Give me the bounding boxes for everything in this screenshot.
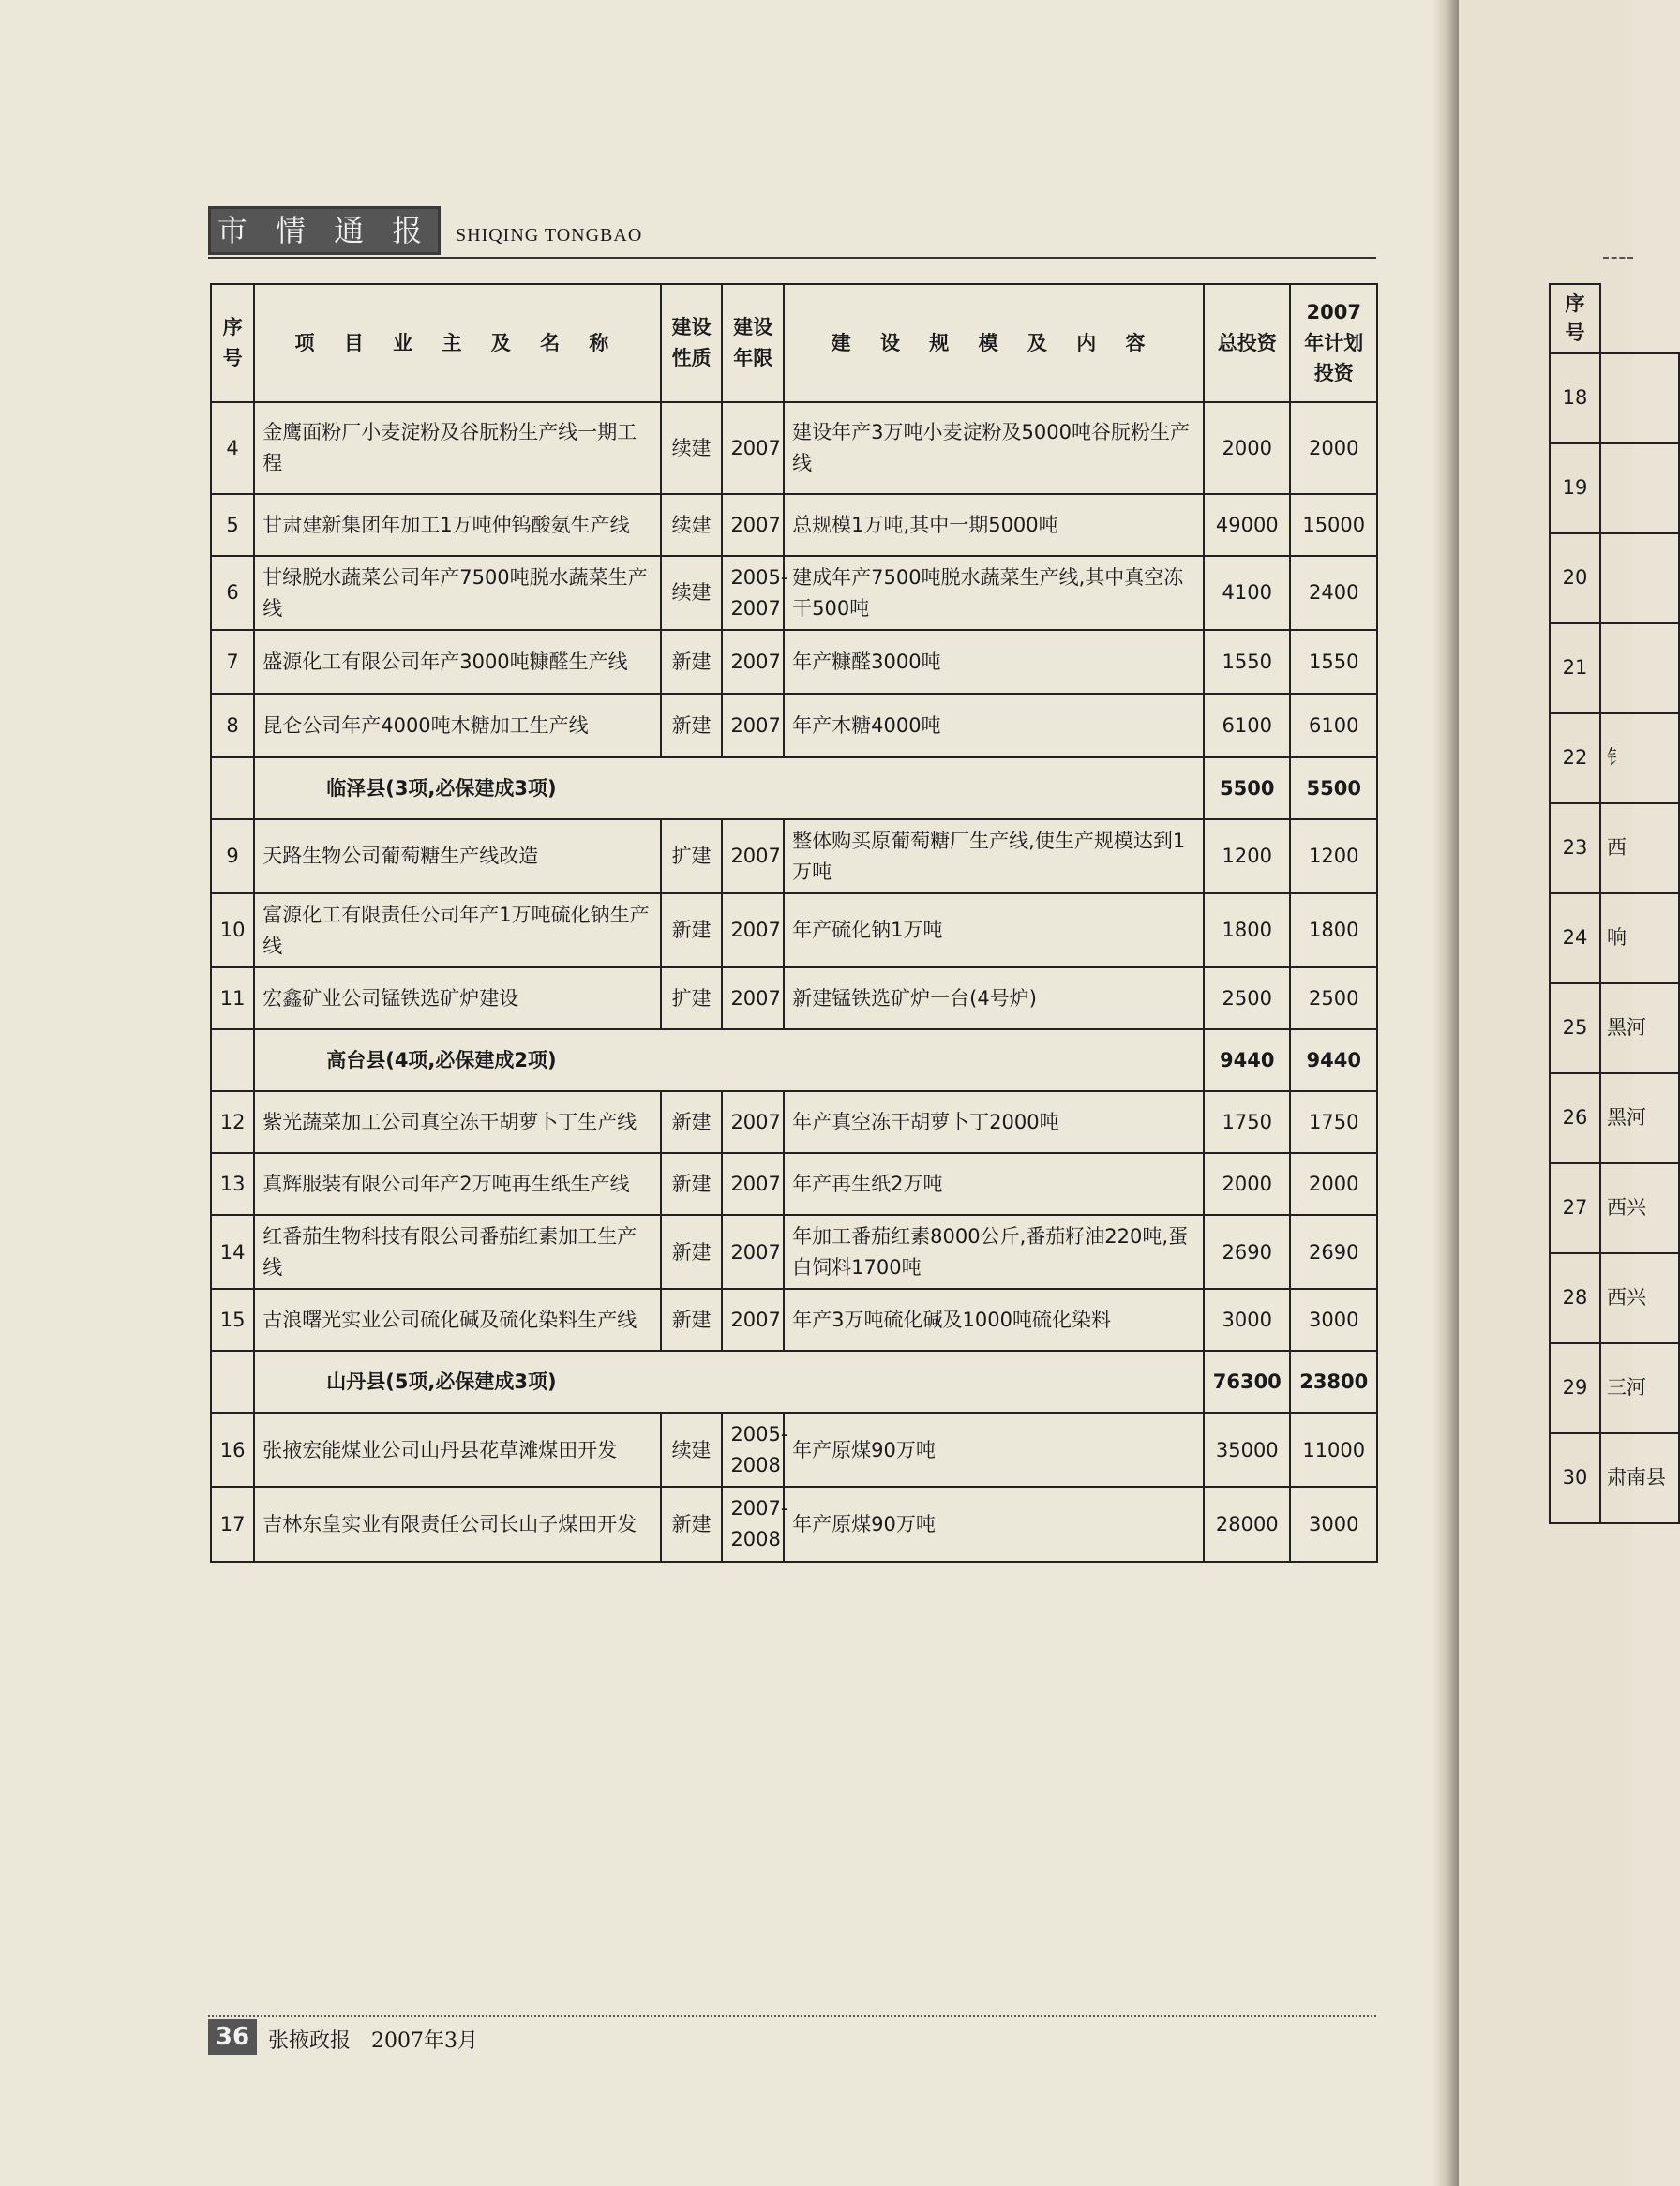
next-table-row xyxy=(1550,1433,1679,1523)
next-row-name-fragment xyxy=(1600,533,1679,623)
header-scale: 建 设 规 模 及 内 容 xyxy=(784,284,1204,402)
total-investment: 4100 xyxy=(1204,556,1290,630)
total-investment: 1750 xyxy=(1204,1091,1290,1153)
planned-investment: 15000 xyxy=(1290,494,1377,556)
row-number: 9 xyxy=(211,819,254,893)
table-row xyxy=(211,1215,1377,1289)
next-table-row xyxy=(1550,983,1679,1073)
total-investment: 2000 xyxy=(1204,402,1290,494)
construction-period: 2007 xyxy=(722,967,784,1029)
publication-date: 2007年3月 xyxy=(371,2029,478,2053)
planned-investment: 6100 xyxy=(1290,694,1377,757)
table-row xyxy=(211,1153,1377,1215)
table-row xyxy=(211,893,1377,967)
next-table-row xyxy=(1550,623,1679,713)
table-row xyxy=(211,694,1377,757)
next-table-row xyxy=(1550,1163,1679,1253)
header-rule-next xyxy=(1603,257,1633,259)
next-row-number: 30 xyxy=(1550,1433,1600,1523)
table-row xyxy=(211,556,1377,630)
row-number: 15 xyxy=(211,1289,254,1351)
table-row xyxy=(211,1289,1377,1351)
section-row xyxy=(211,1351,1377,1413)
construction-period: 2005-2008 xyxy=(722,1413,784,1487)
total-investment: 3000 xyxy=(1204,1289,1290,1351)
table-row xyxy=(211,967,1377,1029)
next-row-name-fragment: 西兴 xyxy=(1600,1163,1679,1253)
project-name: 古浪曙光实业公司硫化碱及硫化染料生产线 xyxy=(254,1289,660,1351)
row-number: 6 xyxy=(211,556,254,630)
project-name: 真辉服装有限公司年产2万吨再生纸生产线 xyxy=(254,1153,660,1215)
total-investment: 1550 xyxy=(1204,630,1290,694)
row-number: 14 xyxy=(211,1215,254,1289)
section-row xyxy=(211,1029,1377,1091)
next-row-number: 27 xyxy=(1550,1163,1600,1253)
construction-period: 2007 xyxy=(722,630,784,694)
planned-investment: 2690 xyxy=(1290,1215,1377,1289)
construction-scale: 年加工番茄红素8000公斤,番茄籽油220吨,蛋白饲料1700吨 xyxy=(784,1215,1204,1289)
next-row-number: 20 xyxy=(1550,533,1600,623)
next-row-name-fragment: 肃南县 xyxy=(1600,1433,1679,1523)
section-total: 9440 xyxy=(1204,1029,1290,1091)
construction-period: 2007 xyxy=(722,819,784,893)
next-header-no: 序号 xyxy=(1550,284,1600,353)
construction-scale: 新建锰铁选矿炉一台(4号炉) xyxy=(784,967,1204,1029)
construction-nature: 新建 xyxy=(661,893,723,967)
next-row-name-fragment xyxy=(1600,443,1679,533)
planned-investment: 2500 xyxy=(1290,967,1377,1029)
construction-period: 2007 xyxy=(722,1289,784,1351)
next-row-name-fragment: 黑河 xyxy=(1600,1073,1679,1163)
row-number: 4 xyxy=(211,402,254,494)
construction-nature: 续建 xyxy=(661,494,723,556)
construction-period: 2007 xyxy=(722,1215,784,1289)
total-investment: 28000 xyxy=(1204,1487,1290,1561)
construction-scale: 年产糠醛3000吨 xyxy=(784,630,1204,694)
row-number: 13 xyxy=(211,1153,254,1215)
header-name: 项 目 业 主 及 名 称 xyxy=(254,284,660,402)
construction-scale: 年产木糖4000吨 xyxy=(784,694,1204,757)
construction-period: 2007 xyxy=(722,694,784,757)
construction-scale: 年产真空冻干胡萝卜丁2000吨 xyxy=(784,1091,1204,1153)
planned-investment: 3000 xyxy=(1290,1289,1377,1351)
planned-investment: 1800 xyxy=(1290,893,1377,967)
project-name: 甘绿脱水蔬菜公司年产7500吨脱水蔬菜生产线 xyxy=(254,556,660,630)
next-row-number: 18 xyxy=(1550,353,1600,443)
header-no: 序号 xyxy=(211,284,254,402)
project-name: 吉林东皇实业有限责任公司长山子煤田开发 xyxy=(254,1487,660,1561)
total-investment: 2500 xyxy=(1204,967,1290,1029)
planned-investment: 2000 xyxy=(1290,402,1377,494)
construction-period: 2007 xyxy=(722,402,784,494)
construction-nature: 新建 xyxy=(661,1487,723,1561)
next-table-row xyxy=(1550,443,1679,533)
project-name: 金鹰面粉厂小麦淀粉及谷朊粉生产线一期工程 xyxy=(254,402,660,494)
header-period: 建设年限 xyxy=(722,284,784,402)
next-row-name-fragment xyxy=(1600,623,1679,713)
next-table-row xyxy=(1550,353,1679,443)
next-row-number: 22 xyxy=(1550,713,1600,803)
construction-scale: 年产再生纸2万吨 xyxy=(784,1153,1204,1215)
next-table-row xyxy=(1550,533,1679,623)
table-body xyxy=(211,402,1377,1562)
next-table-row xyxy=(1550,893,1679,983)
section-name: 临泽县(3项,必保建成3项) xyxy=(254,757,1204,819)
next-page-table xyxy=(1549,283,1680,1524)
header-rule xyxy=(208,257,1376,259)
construction-nature: 续建 xyxy=(661,556,723,630)
next-row-name-fragment: 响 xyxy=(1600,893,1679,983)
next-table-row xyxy=(1550,1253,1679,1343)
next-row-number: 19 xyxy=(1550,443,1600,533)
next-row-number: 24 xyxy=(1550,893,1600,983)
table-row xyxy=(211,402,1377,494)
planned-investment: 1750 xyxy=(1290,1091,1377,1153)
construction-nature: 扩建 xyxy=(661,819,723,893)
construction-nature: 新建 xyxy=(661,1091,723,1153)
row-number: 10 xyxy=(211,893,254,967)
row-number: 17 xyxy=(211,1487,254,1561)
construction-nature: 新建 xyxy=(661,630,723,694)
planned-investment: 2000 xyxy=(1290,1153,1377,1215)
construction-nature: 续建 xyxy=(661,1413,723,1487)
construction-scale: 年产原煤90万吨 xyxy=(784,1413,1204,1487)
row-number: 16 xyxy=(211,1413,254,1487)
section-total: 76300 xyxy=(1204,1351,1290,1413)
row-number: 11 xyxy=(211,967,254,1029)
construction-period: 2007-2008 xyxy=(722,1487,784,1561)
next-table-row xyxy=(1550,803,1679,893)
table-row xyxy=(211,1091,1377,1153)
next-row-name-fragment: 黑河 xyxy=(1600,983,1679,1073)
next-row-number: 25 xyxy=(1550,983,1600,1073)
total-investment: 2690 xyxy=(1204,1215,1290,1289)
table-row xyxy=(211,1413,1377,1487)
project-name: 昆仑公司年产4000吨木糖加工生产线 xyxy=(254,694,660,757)
project-name: 紫光蔬菜加工公司真空冻干胡萝卜丁生产线 xyxy=(254,1091,660,1153)
construction-scale: 年产3万吨硫化碱及1000吨硫化染料 xyxy=(784,1289,1204,1351)
next-header-row xyxy=(1550,284,1679,353)
project-name: 甘肃建新集团年加工1万吨仲钨酸氨生产线 xyxy=(254,494,660,556)
total-investment: 49000 xyxy=(1204,494,1290,556)
section-blank-cell xyxy=(211,1351,254,1413)
table-row xyxy=(211,819,1377,893)
table-header-row xyxy=(211,284,1377,402)
header-nature: 建设性质 xyxy=(661,284,723,402)
construction-scale: 建成年产7500吨脱水蔬菜生产线,其中真空冻干500吨 xyxy=(784,556,1204,630)
construction-nature: 新建 xyxy=(661,1153,723,1215)
projects-table xyxy=(210,283,1378,1563)
section-name: 高台县(4项,必保建成2项) xyxy=(254,1029,1204,1091)
planned-investment: 11000 xyxy=(1290,1413,1377,1487)
construction-nature: 扩建 xyxy=(661,967,723,1029)
page-gutter xyxy=(1432,0,1459,2186)
next-row-number: 26 xyxy=(1550,1073,1600,1163)
section-plan: 9440 xyxy=(1290,1029,1377,1091)
construction-nature: 新建 xyxy=(661,694,723,757)
section-total: 5500 xyxy=(1204,757,1290,819)
row-number: 5 xyxy=(211,494,254,556)
next-row-number: 28 xyxy=(1550,1253,1600,1343)
header-total: 总投资 xyxy=(1204,284,1290,402)
construction-scale: 年产硫化钠1万吨 xyxy=(784,893,1204,967)
next-row-name-fragment: 西兴 xyxy=(1600,1253,1679,1343)
construction-scale: 年产原煤90万吨 xyxy=(784,1487,1204,1561)
header-plan: 2007年计划投资 xyxy=(1290,284,1377,402)
next-row-name-fragment: 西 xyxy=(1600,803,1679,893)
construction-scale: 建设年产3万吨小麦淀粉及5000吨谷朊粉生产线 xyxy=(784,402,1204,494)
total-investment: 1200 xyxy=(1204,819,1290,893)
row-number: 7 xyxy=(211,630,254,694)
planned-investment: 3000 xyxy=(1290,1487,1377,1561)
section-blank-cell xyxy=(211,1029,254,1091)
total-investment: 2000 xyxy=(1204,1153,1290,1215)
table-row xyxy=(211,630,1377,694)
next-row-number: 23 xyxy=(1550,803,1600,893)
project-name: 宏鑫矿业公司锰铁选矿炉建设 xyxy=(254,967,660,1029)
project-name: 天路生物公司葡萄糖生产线改造 xyxy=(254,819,660,893)
planned-investment: 1550 xyxy=(1290,630,1377,694)
next-table-row xyxy=(1550,1343,1679,1433)
construction-nature: 新建 xyxy=(661,1215,723,1289)
construction-scale: 总规模1万吨,其中一期5000吨 xyxy=(784,494,1204,556)
total-investment: 35000 xyxy=(1204,1413,1290,1487)
project-name: 张掖宏能煤业公司山丹县花草滩煤田开发 xyxy=(254,1413,660,1487)
section-blank-cell xyxy=(211,757,254,819)
next-table-row xyxy=(1550,1073,1679,1163)
construction-period: 2007 xyxy=(722,1091,784,1153)
construction-nature: 新建 xyxy=(661,1289,723,1351)
row-number: 8 xyxy=(211,694,254,757)
next-row-number: 21 xyxy=(1550,623,1600,713)
next-row-name-fragment: 钅 xyxy=(1600,713,1679,803)
next-table-row xyxy=(1550,713,1679,803)
construction-nature: 续建 xyxy=(661,402,723,494)
construction-period: 2007 xyxy=(722,494,784,556)
section-name: 山丹县(5项,必保建成3项) xyxy=(254,1351,1204,1413)
section-plan: 5500 xyxy=(1290,757,1377,819)
section-plan: 23800 xyxy=(1290,1351,1377,1413)
next-row-name-fragment xyxy=(1600,353,1679,443)
next-row-number: 29 xyxy=(1550,1343,1600,1433)
row-number: 12 xyxy=(211,1091,254,1153)
total-investment: 1800 xyxy=(1204,893,1290,967)
construction-period: 2007 xyxy=(722,1153,784,1215)
total-investment: 6100 xyxy=(1204,694,1290,757)
next-row-name-fragment: 三河 xyxy=(1600,1343,1679,1433)
project-name: 红番茄生物科技有限公司番茄红素加工生产线 xyxy=(254,1215,660,1289)
section-title: 市 情 通 报 xyxy=(208,206,441,255)
project-name: 富源化工有限责任公司年产1万吨硫化钠生产线 xyxy=(254,893,660,967)
construction-scale: 整体购买原葡萄糖厂生产线,使生产规模达到1万吨 xyxy=(784,819,1204,893)
page-number: 36 xyxy=(208,2019,257,2055)
planned-investment: 1200 xyxy=(1290,819,1377,893)
construction-period: 2007 xyxy=(722,893,784,967)
construction-period: 2005-2007 xyxy=(722,556,784,630)
footer-rule xyxy=(208,2015,1376,2017)
planned-investment: 2400 xyxy=(1290,556,1377,630)
publication-name: 张掖政报 xyxy=(268,2029,352,2053)
table-row xyxy=(211,1487,1377,1561)
section-subtitle: SHIQING TONGBAO xyxy=(456,225,643,246)
table-row xyxy=(211,494,1377,556)
section-row xyxy=(211,757,1377,819)
project-name: 盛源化工有限公司年产3000吨糠醛生产线 xyxy=(254,630,660,694)
